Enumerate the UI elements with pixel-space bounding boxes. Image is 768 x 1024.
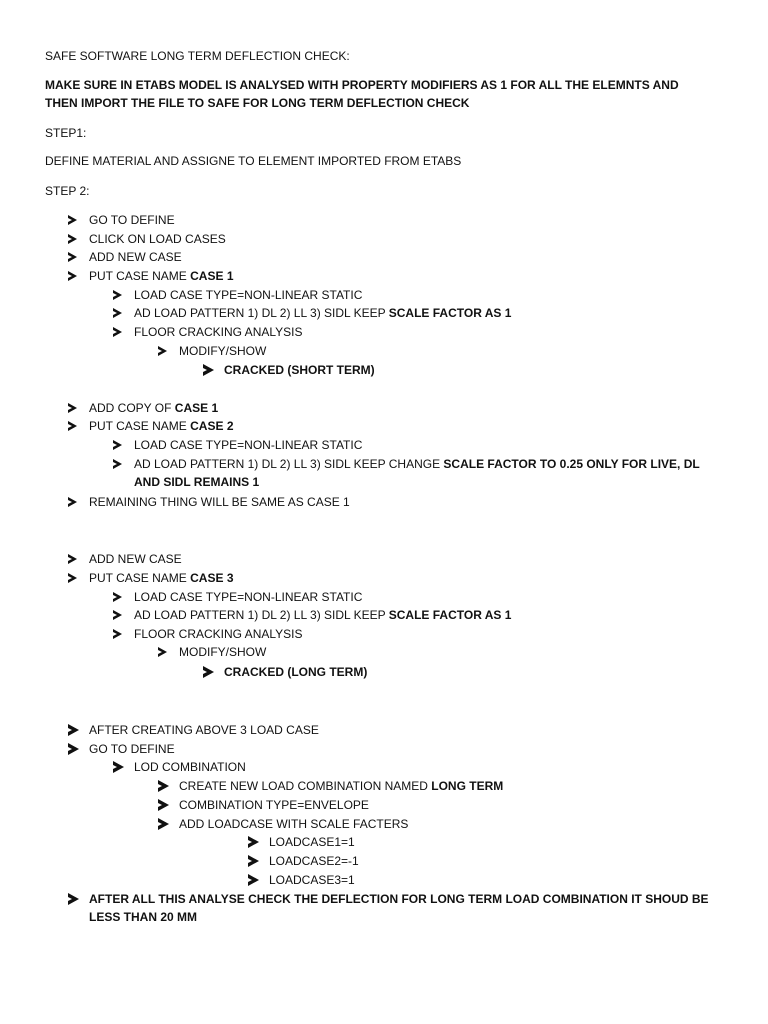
list-item: AD LOAD PATTERN 1) DL 2) LL 3) SIDL KEEP SCALE FACTOR AS 1	[113, 304, 728, 322]
arrow-bullet-icon	[113, 290, 122, 300]
arrow-bullet-icon	[158, 647, 167, 657]
arrow-bullet-icon	[113, 610, 122, 620]
list-item: CLICK ON LOAD CASES	[68, 230, 728, 248]
list-item: MODIFY/SHOW	[158, 643, 728, 661]
step2-heading: STEP 2:	[45, 184, 90, 198]
arrow-bullet-icon	[113, 440, 122, 450]
list-item: GO TO DEFINE	[68, 211, 728, 229]
arrow-bullet-icon	[68, 724, 79, 736]
list-item: GO TO DEFINE	[68, 740, 728, 758]
document-title: SAFE SOFTWARE LONG TERM DEFLECTION CHECK:	[45, 49, 350, 63]
list-item: LOADCASE2=-1	[248, 852, 728, 870]
arrow-bullet-icon	[68, 234, 77, 244]
list-item: PUT CASE NAME CASE 2	[68, 417, 728, 435]
arrow-bullet-icon	[68, 573, 77, 583]
arrow-bullet-icon	[113, 308, 122, 318]
list-item: AFTER ALL THIS ANALYSE CHECK THE DEFLECTION FOR LONG TERM LOAD COMBINATION IT SHOUD BE LESS THAN 20 MM	[68, 890, 718, 926]
list-item: AD LOAD PATTERN 1) DL 2) LL 3) SIDL KEEP SCALE FACTOR AS 1	[113, 606, 728, 624]
arrow-bullet-icon	[203, 666, 214, 678]
arrow-bullet-icon	[68, 743, 79, 755]
list-item: ADD NEW CASE	[68, 248, 728, 266]
list-item: LOAD CASE TYPE=NON-LINEAR STATIC	[113, 588, 728, 606]
arrow-bullet-icon	[68, 252, 77, 262]
list-item: LOADCASE1=1	[248, 833, 728, 851]
arrow-bullet-icon	[248, 836, 259, 848]
list-item: REMAINING THING WILL BE SAME AS CASE 1	[68, 493, 728, 511]
arrow-bullet-icon	[158, 346, 167, 356]
list-item: AD LOAD PATTERN 1) DL 2) LL 3) SIDL KEEP CHANGE SCALE FACTOR TO 0.25 ONLY FOR LIVE, DL AND SIDL REMAINS 1	[113, 455, 728, 491]
list-item: ADD NEW CASE	[68, 550, 728, 568]
arrow-bullet-icon	[68, 554, 77, 564]
arrow-bullet-icon	[68, 271, 77, 281]
list-item: ADD LOADCASE WITH SCALE FACTERS	[158, 815, 728, 833]
arrow-bullet-icon	[113, 761, 124, 773]
arrow-bullet-icon	[68, 497, 77, 507]
list-item: FLOOR CRACKING ANALYSIS	[113, 323, 728, 341]
arrow-bullet-icon	[113, 592, 122, 602]
arrow-bullet-icon	[113, 629, 122, 639]
intro-note: MAKE SURE IN ETABS MODEL IS ANALYSED WITH PROPERTY MODIFIERS AS 1 FOR ALL THE ELEMNTS AND THEN IMPORT THE FILE TO SAFE FOR LONG TERM DEFLECTION CHECK	[45, 78, 679, 110]
list-item: LOAD CASE TYPE=NON-LINEAR STATIC	[113, 436, 728, 454]
list-item: PUT CASE NAME CASE 3	[68, 569, 728, 587]
list-item: PUT CASE NAME CASE 1	[68, 267, 728, 285]
arrow-bullet-icon	[68, 215, 77, 225]
arrow-bullet-icon	[68, 893, 79, 905]
step1-heading: STEP1:	[45, 126, 87, 140]
list-item: LOADCASE3=1	[248, 871, 728, 889]
list-item: ADD COPY OF CASE 1	[68, 399, 728, 417]
arrow-bullet-icon	[158, 780, 169, 792]
arrow-bullet-icon	[248, 855, 259, 867]
list-item: LOD COMBINATION	[113, 758, 728, 776]
list-item: CRACKED (LONG TERM)	[203, 663, 728, 681]
list-item: FLOOR CRACKING ANALYSIS	[113, 625, 728, 643]
arrow-bullet-icon	[113, 327, 122, 337]
arrow-bullet-icon	[158, 799, 169, 811]
arrow-bullet-icon	[68, 421, 77, 431]
list-item: LOAD CASE TYPE=NON-LINEAR STATIC	[113, 286, 728, 304]
list-item: MODIFY/SHOW	[158, 342, 728, 360]
arrow-bullet-icon	[113, 459, 122, 469]
step1-text: DEFINE MATERIAL AND ASSIGNE TO ELEMENT IMPORTED FROM ETABS	[45, 154, 462, 168]
list-item: AFTER CREATING ABOVE 3 LOAD CASE	[68, 721, 728, 739]
arrow-bullet-icon	[203, 364, 214, 376]
list-item: CREATE NEW LOAD COMBINATION NAMED LONG TERM	[158, 777, 728, 795]
arrow-bullet-icon	[248, 874, 259, 886]
list-item: CRACKED (SHORT TERM)	[203, 361, 728, 379]
list-item: COMBINATION TYPE=ENVELOPE	[158, 796, 728, 814]
arrow-bullet-icon	[68, 403, 77, 413]
arrow-bullet-icon	[158, 818, 169, 830]
